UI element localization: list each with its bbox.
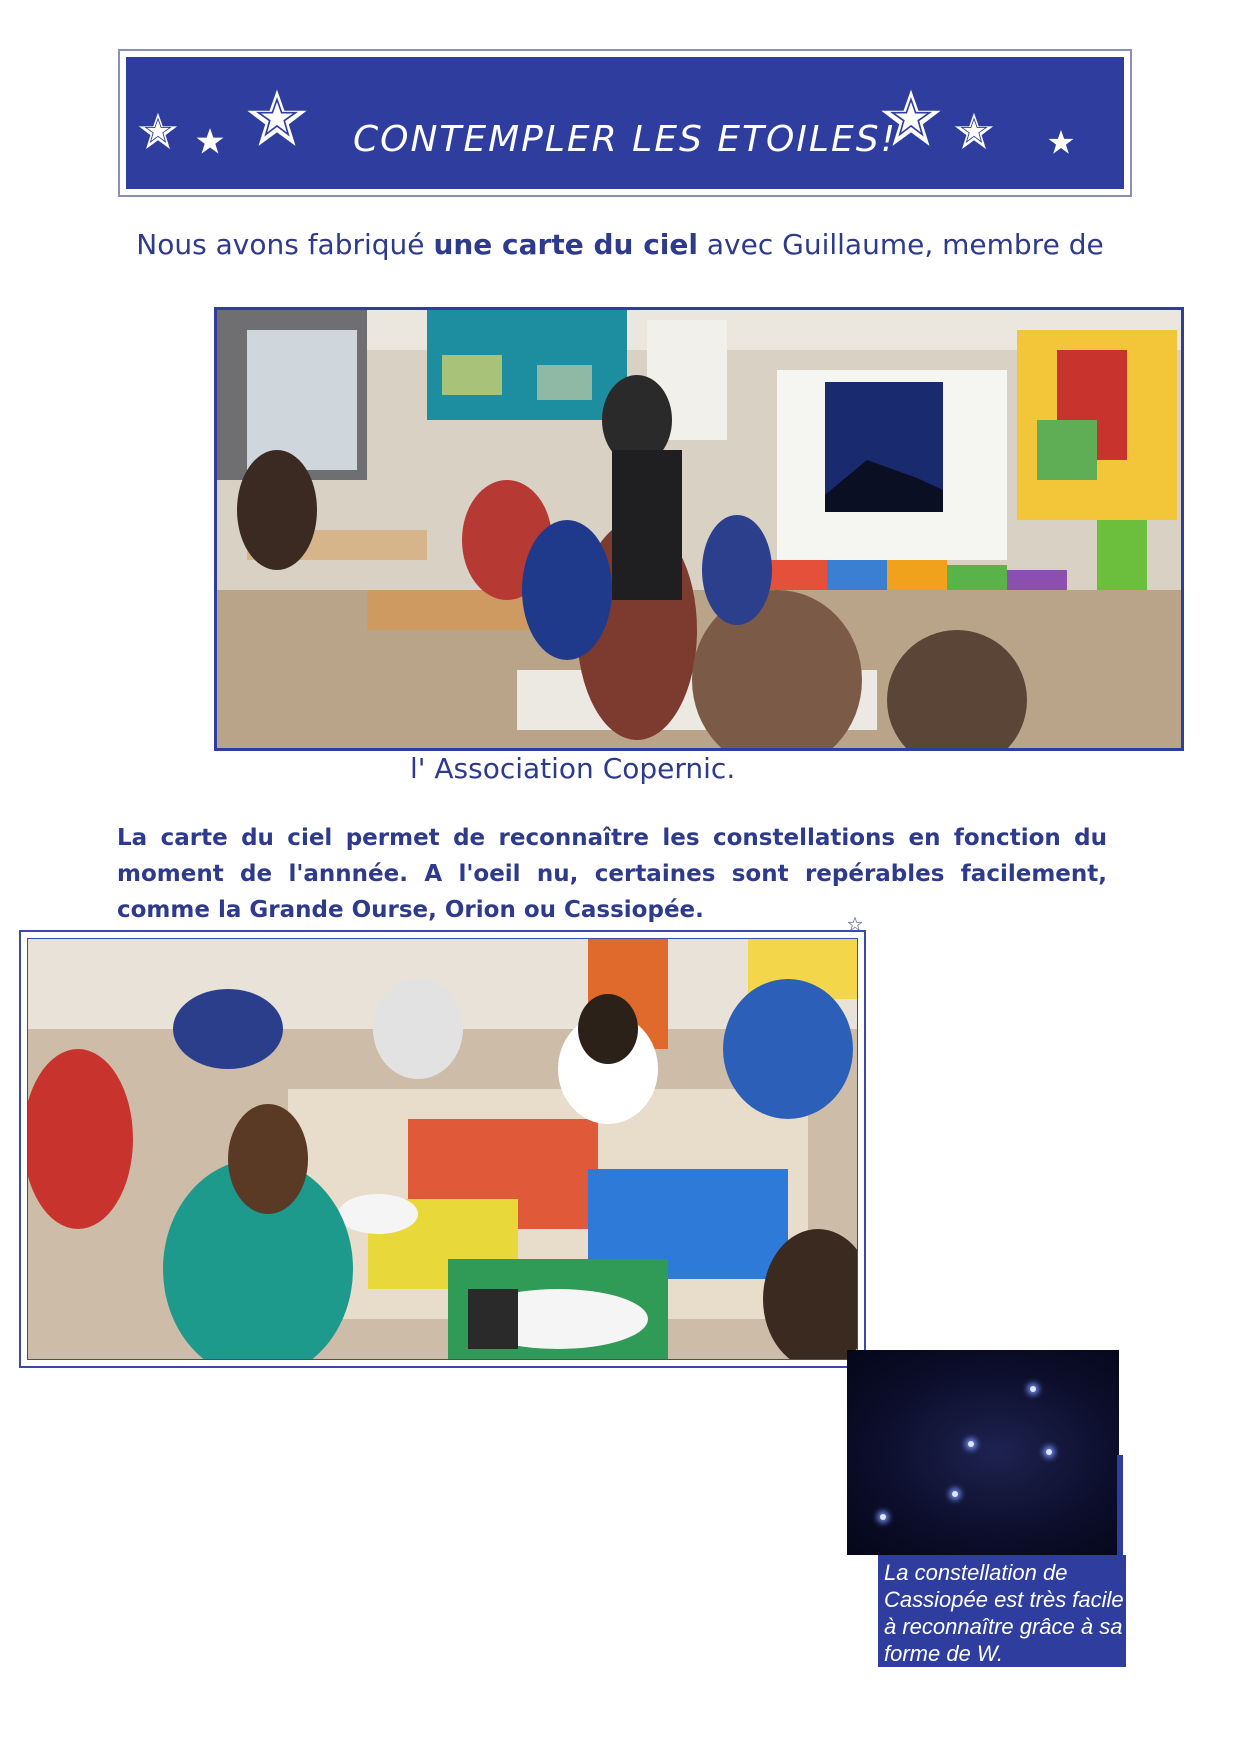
sky-edge [1117, 1455, 1123, 1555]
page-title: CONTEMPLER LES ETOILES! [352, 119, 898, 160]
classroom-photo-presenter [214, 307, 1184, 751]
title-banner [126, 57, 1124, 189]
sky-caption: La constellation de Cassiopée est très facile à reconnaître grâce à sa forme de W. [878, 1555, 1126, 1667]
intro-text-after: avec Guillaume, membre de [697, 228, 1104, 261]
cassiopeia-night-sky [847, 1350, 1119, 1555]
constellation-star [968, 1441, 974, 1447]
title-banner-frame [118, 49, 1132, 197]
body-paragraph: La carte du ciel permet de reconnaître les constellations en fonction du moment de l'annnée. A l'oeil nu, certaines sont repérables facilement, comme la Grande Ourse, Orion ou Cassiopée. [117, 825, 1107, 923]
intro-line [0, 228, 1240, 261]
constellation-star [1030, 1386, 1036, 1392]
intro-end: l' Association Copernic. [410, 752, 736, 785]
constellation-star [1046, 1449, 1052, 1455]
intro-text-bold: une carte du ciel [433, 228, 698, 261]
constellation-star [952, 1491, 958, 1497]
photo2-frame [19, 930, 866, 1368]
classroom-photo-students-drawing [27, 938, 858, 1360]
intro-text-before: Nous avons fabriqué [136, 228, 434, 261]
constellation-star [880, 1514, 886, 1520]
